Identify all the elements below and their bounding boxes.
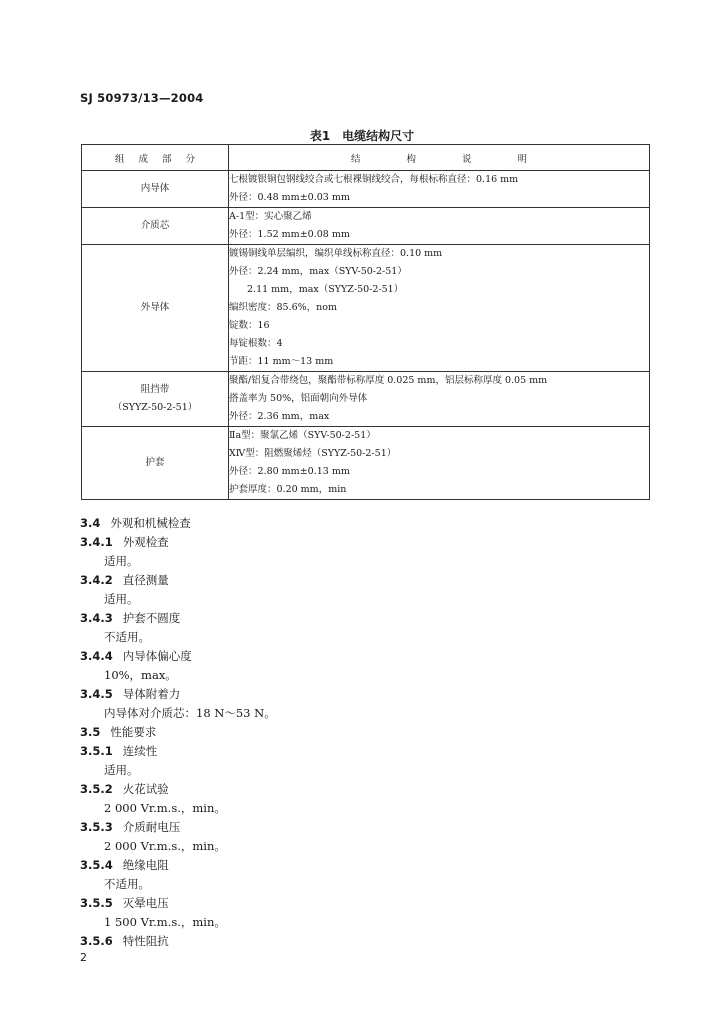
component-cell [82,372,229,427]
description-line: 外径：2.36 mm，max [229,411,330,422]
clause-heading: 3.5.1 连续性 [80,744,158,758]
clause-heading: 3.5.4 绝缘电阻 [80,858,169,872]
component-label: 介质芯 [140,220,170,231]
clause-body: 适用。 [104,592,139,606]
description-line: 聚酯/铝复合带绕包，聚酯带标称厚度 0.025 mm，铝层标称厚度 0.05 mm [229,375,548,386]
component-label: （SYYZ-50-2-51） [112,402,198,413]
clause-heading: 3.5.2 火花试验 [80,782,169,796]
clause-heading: 3.4.3 护套不圆度 [80,611,181,625]
clause-heading: 3.5.5 灭晕电压 [80,896,169,910]
description-line: A-1型：实心聚乙烯 [229,211,312,222]
component-label: 外导体 [140,302,170,313]
description-line: 每锭根数：4 [229,338,283,349]
description-cell [229,245,650,372]
clause-body: 1 500 Vr.m.s.，min。 [104,915,226,929]
description-line: 外径：2.24 mm，max（SYV-50-2-51） [229,266,407,277]
description-line: 护套厚度：0.20 mm，min [229,484,347,495]
table-row [82,427,650,500]
clause-body: 不适用。 [104,630,150,644]
description-line: 2.11 mm，max（SYYZ-50-2-51） [247,284,404,295]
clause-heading: 3.4 外观和机械检查 [80,516,191,530]
description-line: 编织密度：85.6%，nom [229,302,338,313]
document-code: SJ 50973/13—2004 [80,91,204,105]
clause-list [80,514,660,951]
description-line: 外径：0.48 mm±0.03 mm [229,192,350,203]
description-cell [229,208,650,245]
clause-heading: 3.4.1 外观检查 [80,535,169,549]
component-cell [82,171,229,208]
table-title: 表1 电缆结构尺寸 [309,129,415,143]
clause-body: 2 000 Vr.m.s.，min。 [104,801,226,815]
clause-body: 2 000 Vr.m.s.，min。 [104,839,226,853]
component-label: 阻挡带 [140,384,170,395]
column-header-description: 结构说明 [229,145,650,171]
description-line: 镀锡铜线单层编织，编织单线标称直径：0.10 mm [229,248,443,259]
description-cell [229,427,650,500]
page-number: 2 [80,951,87,964]
description-line: 外径：1.52 mm±0.08 mm [229,229,350,240]
clause-body: 10%，max。 [104,668,177,682]
table-row [82,208,650,245]
clause-heading: 3.4.5 导体附着力 [80,687,181,701]
description-line: 搭盖率为 50%，铝面朝向外导体 [229,393,368,404]
clause-heading: 3.4.4 内导体偏心度 [80,649,192,663]
clause-body: 不适用。 [104,877,150,891]
clause-heading: 3.5.6 特性阻抗 [80,934,169,948]
component-cell [82,208,229,245]
clause-heading: 3.4.2 直径测量 [80,573,169,587]
description-cell [229,372,650,427]
cable-structure-table [81,144,650,500]
component-label: 内导体 [140,183,170,194]
table-row [82,245,650,372]
description-line: Ⅱa型：聚氯乙烯（SYV-50-2-51） [229,430,376,441]
description-cell [229,171,650,208]
clause-body: 内导体对介质芯：18 N～53 N。 [104,706,276,720]
clause-heading: 3.5.3 介质耐电压 [80,820,181,834]
description-line: 外径：2.80 mm±0.13 mm [229,466,350,477]
description-line: XⅣ型：阻燃聚烯烃（SYYZ-50-2-51） [229,448,397,459]
column-header-component: 组成部分 [82,145,229,171]
description-line: 节距：11 mm～13 mm [229,356,334,367]
description-line: 锭数：16 [229,320,270,331]
table-header-row [82,145,650,171]
description-line: 七根镀银铜包钢线绞合或七根裸铜线绞合，每根标称直径：0.16 mm [229,174,519,185]
clause-body: 适用。 [104,554,139,568]
clause-body: 适用。 [104,763,139,777]
component-cell [82,245,229,372]
clause-heading: 3.5 性能要求 [80,725,157,739]
table-row [82,171,650,208]
table-row [82,372,650,427]
component-label: 护套 [145,457,165,468]
component-cell [82,427,229,500]
